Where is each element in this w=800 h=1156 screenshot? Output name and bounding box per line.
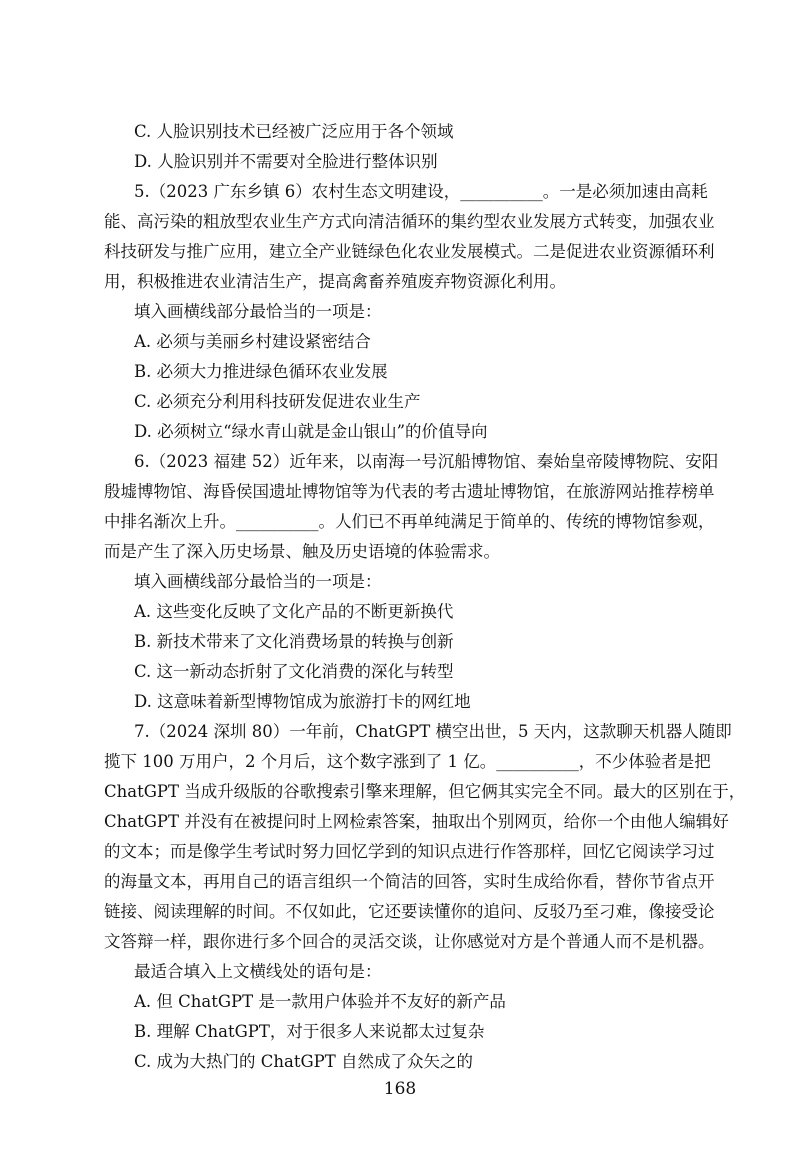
- q7-option-a: A. 但 ChatGPT 是一款用户体验并不友好的新产品: [134, 992, 506, 1011]
- q7-prompt: 最适合填入上文横线处的语句是：: [134, 962, 382, 981]
- q7-stem-line: 文答辩一样，跟你进行多个回合的灵活交谈，让你感觉对方是个普通人而不是机器。: [104, 932, 715, 951]
- q7-stem-line: ChatGPT 当成升级版的谷歌搜索引擎来理解，但它俩其实完全不同。最大的区别在于，: [104, 782, 746, 801]
- q7-option-b: B. 理解 ChatGPT，对于很多人来说都太过复杂: [134, 1022, 485, 1041]
- q5-option-a: A. 必须与美丽乡村建设紧密结合: [134, 332, 371, 351]
- q6-prompt: 填入画横线部分最恰当的一项是：: [134, 572, 382, 591]
- q6-stem-line: 中排名渐次上升。__________。人们已不再单纯满足于简单的、传统的博物馆参观，: [104, 512, 715, 531]
- q6-option-b: B. 新技术带来了文化消费场景的转换与创新: [134, 632, 454, 651]
- q5-prompt: 填入画横线部分最恰当的一项是：: [134, 302, 382, 321]
- q6-option-d: D. 这意味着新型博物馆成为旅游打卡的网红地: [134, 692, 471, 711]
- q6-option-c: C. 这一新动态折射了文化消费的深化与转型: [134, 662, 454, 681]
- q5-stem-line: 用，积极推进农业清洁生产，提高禽畜养殖废弃物资源化利用。: [104, 272, 566, 291]
- q6-stem-line: 6.（2023 福建 52）近年来，以南海一号沉船博物馆、秦始皇帝陵博物院、安阳: [134, 452, 719, 471]
- q5-option-b: B. 必须大力推进绿色循环农业发展: [134, 362, 388, 381]
- q5-stem-line: 5.（2023 广东乡镇 6）农村生态文明建设，__________。一是必须加速由高耗: [134, 182, 708, 201]
- page-number: 168: [383, 1079, 417, 1099]
- q7-stem-line: ChatGPT 并没有在被提问时上网检索答案，抽取出个别网页，给你一个由他人编辑好: [104, 812, 729, 831]
- q5-stem-line: 能、高污染的粗放型农业生产方式向清洁循环的集约型农业发展方式转变，加强农业: [104, 212, 715, 231]
- q6-stem-line: 殷墟博物馆、海昏侯国遗址博物馆等为代表的考古遗址博物馆，在旅游网站推荐榜单: [104, 482, 715, 501]
- q7-stem-line: 7.（2024 深圳 80）一年前，ChatGPT 横空出世，5 天内，这款聊天机器人随即: [134, 722, 732, 741]
- q7-option-c: C. 成为大热门的 ChatGPT 自然成了众矢之的: [134, 1052, 474, 1071]
- q7-stem-line: 揽下 100 万用户，2 个月后，这个数字涨到了 1 亿。__________，不少体验者是把: [104, 752, 711, 771]
- q4-option-d: D. 人脸识别并不需要对全脸进行整体识别: [134, 152, 438, 171]
- q6-stem-line: 而是产生了深入历史场景、触及历史语境的体验需求。: [104, 542, 500, 561]
- q7-stem-line: 的海量文本，再用自己的语言组织一个简洁的回答，实时生成给你看，替你节省点开: [104, 872, 715, 891]
- q5-stem-line: 科技研发与推广应用，建立全产业链绿色化农业发展模式。二是促进农业资源循环利: [104, 242, 715, 261]
- q4-option-c: C. 人脸识别技术已经被广泛应用于各个领域: [134, 122, 454, 141]
- q5-option-d: D. 必须树立“绿水青山就是金山银山”的价值导向: [134, 422, 488, 441]
- q7-stem-line: 的文本；而是像学生考试时努力回忆学到的知识点进行作答那样，回忆它阅读学习过: [104, 842, 715, 861]
- q6-option-a: A. 这些变化反映了文化产品的不断更新换代: [134, 602, 454, 621]
- q5-option-c: C. 必须充分利用科技研发促进农业生产: [134, 392, 421, 411]
- q7-stem-line: 链接、阅读理解的时间。不仅如此，它还要读懂你的追问、反驳乃至刁难，像接受论: [104, 902, 715, 921]
